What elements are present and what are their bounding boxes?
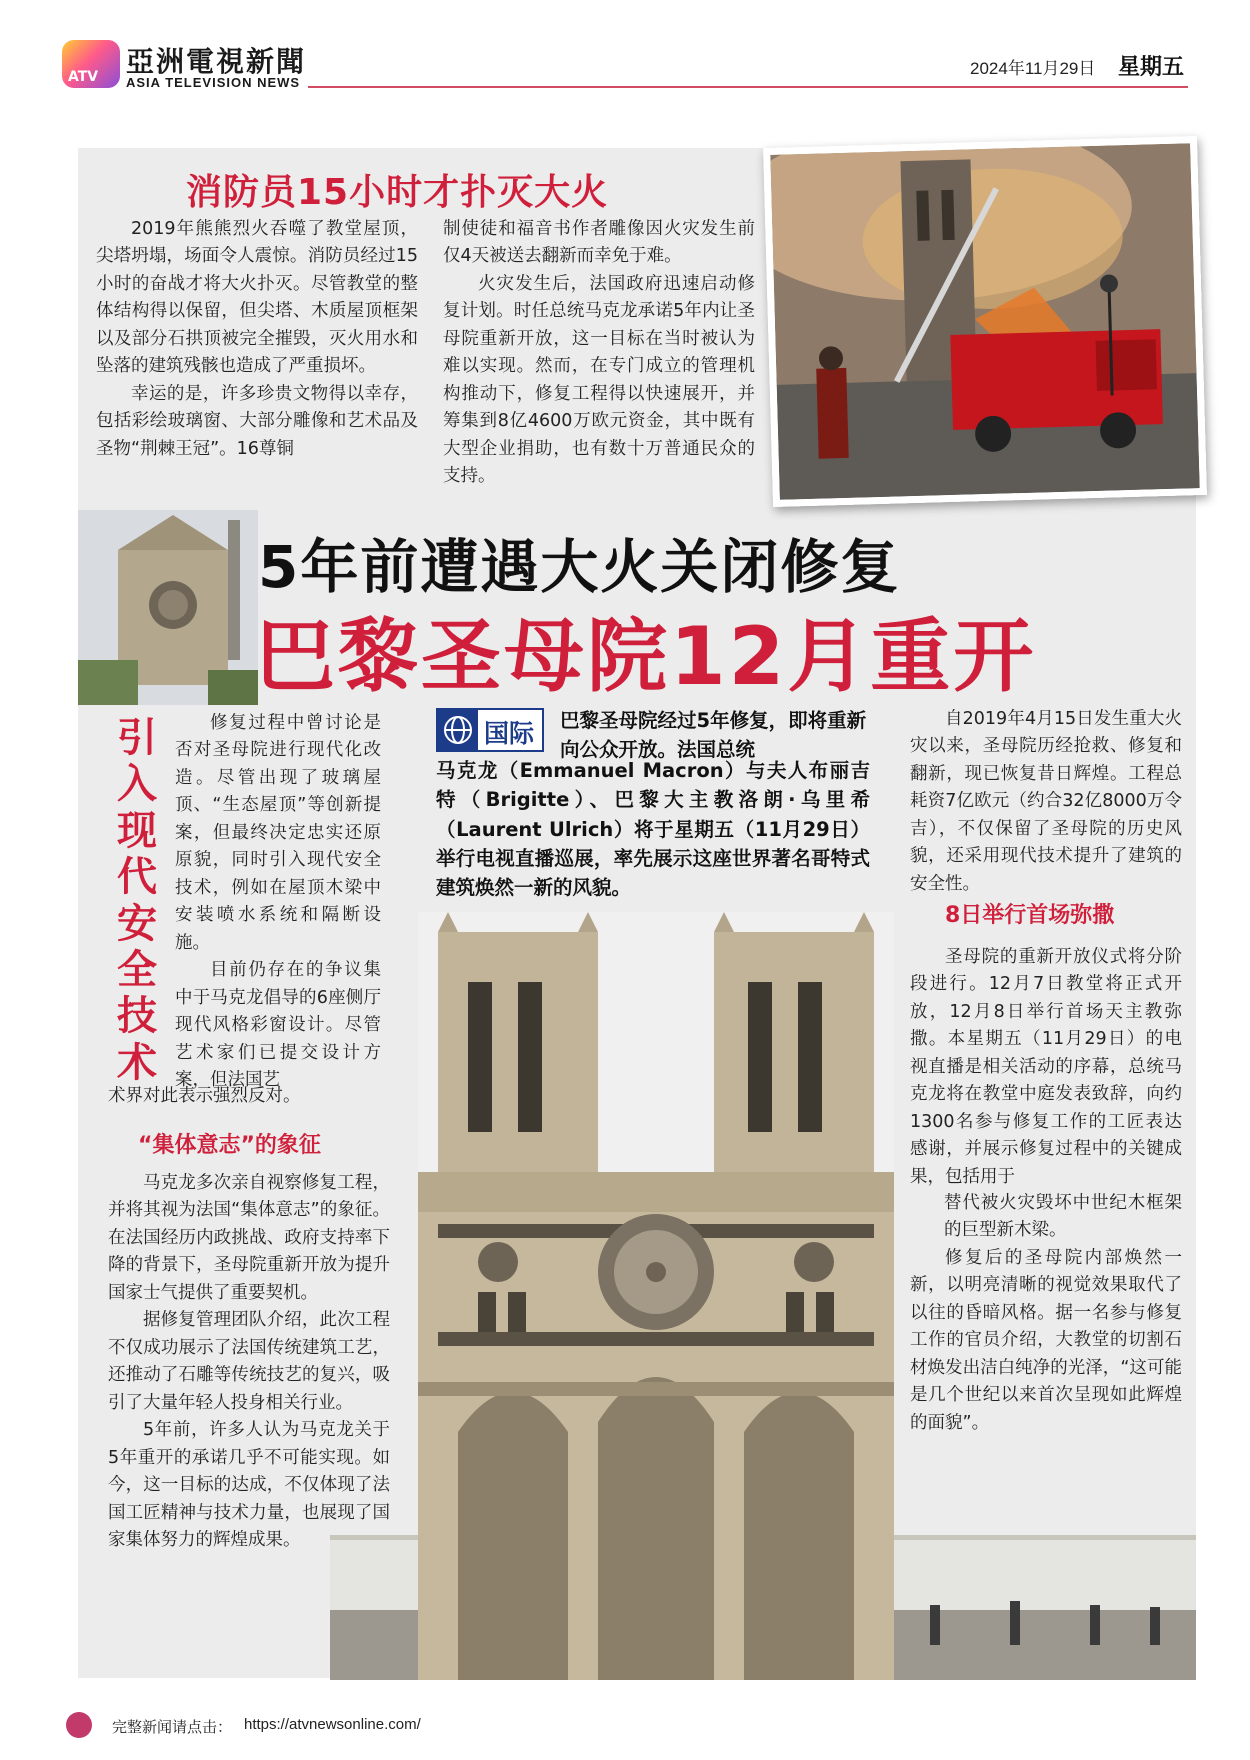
paragraph: 修复过程中曾讨论是否对圣母院进行现代化改造。尽管出现了玻璃屋顶、“生态屋顶”等创新提案，但最终决定忠实还原原貌，同时引入现代安全技术，例如在屋顶木梁中安装喷水系统和隔断设施。 <box>175 713 381 953</box>
paragraph: 目前仍存在的争议集中于马克龙倡导的6座侧厅现代风格彩窗设计。尽管艺术家们已提交设计方案，但法国艺 <box>175 960 381 1091</box>
issue-weekday: 星期五 <box>1118 55 1185 80</box>
paragraph: 5年前，许多人认为马克龙关于5年重开的承诺几乎不可能实现。如今，这一目标的达成，不仅体现了法国工匠精神与技术力量，也展现了国家集体努力的辉煌成果。 <box>108 1420 390 1551</box>
section-title-fire: 消防员15小时才扑灭大火 <box>186 172 609 213</box>
collective-column <box>108 1170 390 1555</box>
paragraph: 幸运的是，许多珍贵文物得以幸存，包括彩绘玻璃窗、大部分雕像和艺术品及圣物“荆棘王冠”。16尊铜 <box>96 383 418 459</box>
footer-link[interactable]: https://atvnewsonline.com/ <box>244 1716 421 1733</box>
paragraph: 圣母院的重新开放仪式将分阶段进行。12月7日教堂将正式开放，12月8日举行首场天主教弥撒。本星期五（11月29日）的电视直播是相关活动的序幕，总统马克龙将在教堂中庭发表致辞，向约1300名参与修复工作的工匠表达感谢，并展示修复过程中的关键成果，包括用于 <box>910 947 1182 1187</box>
safety-column-tail <box>108 1083 394 1110</box>
headline-line-2: 巴黎圣母院12月重开 <box>255 610 1037 703</box>
paragraph: 火灾发生后，法国政府迅速启动修复计划。时任总统马克龙承诺5年内让圣母院重新开放，这一目标在当时被认为难以实现。然而，在专门成立的管理机构推动下，修复工程得以快速展开，并筹集到8亿4600万欧元资金，其中既有大型企业捐助，也有数十万普通民众的支持。 <box>443 273 755 487</box>
paragraph: 术界对此表示强烈反对。 <box>108 1086 301 1106</box>
intro-column <box>910 706 1182 898</box>
fire-scene-illustration <box>770 143 1199 500</box>
paragraph: 马克龙多次亲自视察修复工程，并将其视为法国“集体意志”的象征。在法国经历内政挑战、政府支持率下降的背景下，圣母院重新开放为提升国家士气提供了重要契机。 <box>108 1173 390 1303</box>
logo-badge: ATV <box>68 69 99 85</box>
section-title-collective: “集体意志”的象征 <box>138 1133 321 1158</box>
lead-paragraph: 马克龙（Emmanuel Macron）与夫人布丽吉特（Brigitte）、巴黎大主教洛朗·乌里希（Laurent Ulrich）将于星期五（11月29日）举行电视直播巡展，率先展示这座世界著名哥特式建筑焕然一新的风貌。 <box>436 759 870 899</box>
logo-title-cn: 亞洲電視新聞 <box>126 45 307 78</box>
headline-line-1: 5年前遭遇大火关闭修复 <box>258 533 901 601</box>
issue-date: 2024年11月29日 <box>970 59 1096 78</box>
footer-label: 完整新闻请点击： <box>112 1718 233 1736</box>
paragraph: 2019年熊熊烈火吞噬了教堂屋顶，尖塔坍塌，场面令人震惊。消防员经过15小时的奋战才将大火扑灭。尽管教堂的整体结构得以保留，但尖塔、木质屋顶框架以及部分石拱顶被完全摧毁，灭火用水和坠落的建筑残骸也造成了严重损坏。 <box>96 219 418 377</box>
paragraph: 自2019年4月15日发生重大火灾以来，圣母院历经抢救、修复和翻新，现已恢复昔日辉煌。工程总耗资7亿欧元（约合32亿8000万令吉），不仅保留了圣母院的历史风貌，还采用现代技术提升了建筑的安全性。 <box>910 709 1182 894</box>
paragraph: 据修复管理团队介绍，此次工程不仅成功展示了法国传统建筑工艺，还推动了石雕等传统技艺的复兴，吸引了大量年轻人投身相关行业。 <box>108 1310 390 1413</box>
paragraph: 替代被火灾毁坏中世纪木框架的巨型新木梁。 <box>944 1193 1182 1241</box>
fire-photo <box>763 136 1207 507</box>
globe-icon <box>66 1712 92 1738</box>
interior-column <box>910 1245 1182 1437</box>
cathedral-small-photo <box>78 510 258 705</box>
notre-dame-illustration <box>418 912 894 1680</box>
international-badge <box>436 708 544 752</box>
cathedral-small-illustration <box>78 510 258 705</box>
globe-icon <box>438 710 478 750</box>
fire-column-2 <box>443 216 755 491</box>
section-title-mass: 8日举行首场弥撒 <box>945 903 1115 928</box>
badge-label: 国际 <box>484 719 535 748</box>
paragraph: 制使徒和福音书作者雕像因火灾发生前仅4天被送去翻新而幸免于难。 <box>443 219 755 267</box>
lead-paragraph-start: 巴黎圣母院经过5年修复，即将重新向公众开放。法国总统 <box>560 709 867 762</box>
mass-column <box>910 944 1182 1191</box>
notre-dame-photo <box>418 912 894 1680</box>
header-divider <box>308 86 1188 88</box>
paragraph: 修复后的圣母院内部焕然一新，以明亮清晰的视觉效果取代了以往的昏暗风格。据一名参与修复工作的官员介绍，大教堂的切割石材焕发出洁白纯净的光泽，“这可能是几个世纪以来首次呈现如此辉煌的面貌”。 <box>910 1248 1182 1433</box>
fire-column-1 <box>96 216 418 463</box>
section-title-safety: 引入现代安全技术 <box>117 715 157 1086</box>
atv-logo[interactable] <box>62 40 120 88</box>
logo-title-en: ASIA TELEVISION NEWS <box>126 75 301 90</box>
safety-column <box>175 710 381 1095</box>
mass-column-cont <box>944 1190 1182 1245</box>
